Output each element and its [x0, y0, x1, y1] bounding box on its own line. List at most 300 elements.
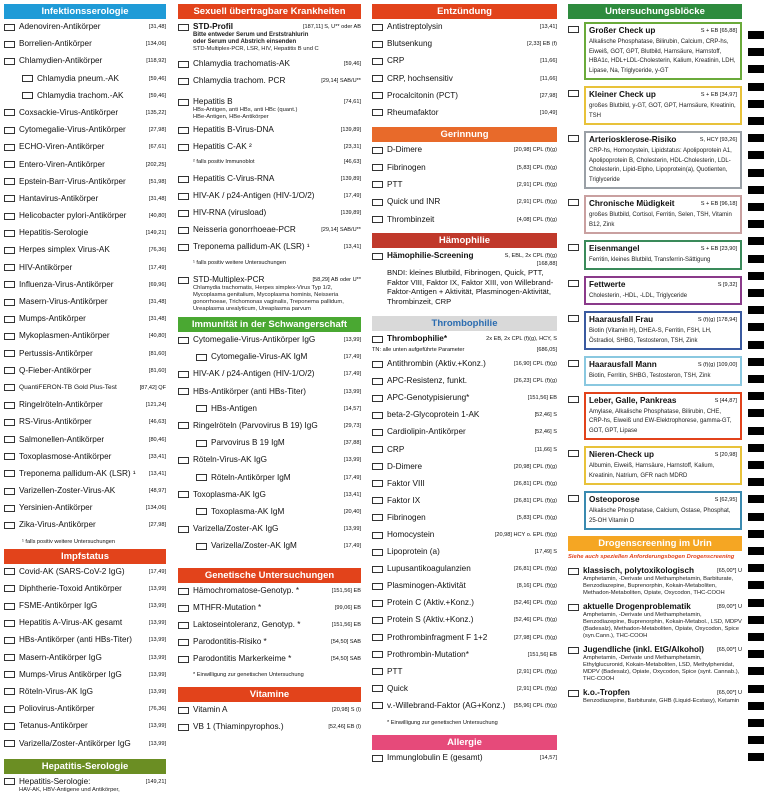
checkbox[interactable]	[178, 526, 189, 533]
test-name: Lipoprotein (a)	[387, 547, 440, 557]
test-row	[178, 76, 361, 93]
checkbox[interactable]	[178, 388, 189, 395]
checkbox[interactable]	[372, 378, 383, 385]
test-price: [17,49]	[343, 193, 361, 199]
checkbox[interactable]	[372, 412, 383, 419]
checkbox[interactable]	[372, 702, 383, 709]
test-price: [20,40]	[343, 508, 361, 515]
checkbox[interactable]	[178, 457, 189, 464]
drug-screen-name: Jugendliche (inkl. EtG/Alkohol)	[583, 645, 705, 654]
checkbox[interactable]	[4, 58, 15, 65]
drug-screen-price: [65,00*] U	[717, 568, 742, 574]
test-name: Lupusantikoagulanzien	[387, 564, 471, 574]
test-price: [13,41]	[343, 244, 361, 250]
test-price: [151,56] EB	[331, 588, 361, 595]
test-name: CRP, hochsensitiv	[387, 73, 453, 83]
test-row	[4, 314, 166, 331]
test-description: TN: alle unten aufgeführte Parameter	[372, 347, 465, 354]
exam-block-box	[584, 311, 742, 350]
checkbox[interactable]	[372, 497, 383, 504]
test-row	[4, 400, 166, 417]
test-price: [149,21]	[145, 230, 166, 237]
checkbox[interactable]	[372, 549, 383, 556]
checkbox[interactable]	[196, 474, 207, 481]
test-name: Parodontitis-Risiko *	[193, 637, 267, 647]
checkbox[interactable]	[568, 244, 579, 251]
test-name: Covid-AK (SARS-CoV-2 IgG)	[19, 566, 125, 576]
checkbox[interactable]	[4, 333, 15, 340]
test-name: PTT	[387, 179, 403, 189]
checkbox[interactable]	[4, 488, 15, 495]
test-row	[372, 615, 557, 632]
test-name: STD-Multiplex-PCR	[193, 275, 265, 284]
drug-screen-item	[568, 645, 742, 683]
section-header-haemophilie: Hämophilie	[372, 233, 557, 248]
checkbox[interactable]	[4, 436, 15, 443]
footnote-row	[372, 347, 557, 354]
checkbox[interactable]	[568, 396, 579, 403]
exam-block-name: Osteoporose	[589, 495, 640, 504]
footnote-row	[193, 159, 361, 166]
exam-block-title-row	[589, 360, 737, 370]
checkbox[interactable]	[178, 371, 189, 378]
checkbox[interactable]	[4, 740, 15, 747]
drug-screen-name: aktuelle Drogenproblematik	[583, 602, 691, 611]
checkbox[interactable]	[4, 453, 15, 460]
test-name: Chlamydia pneum.-AK	[37, 73, 119, 83]
exam-block-price: S (f)(g) [109,00]	[697, 362, 737, 368]
checkbox[interactable]	[178, 639, 189, 646]
checkbox[interactable]	[372, 532, 383, 539]
margin-marker	[748, 685, 764, 693]
checkbox[interactable]	[372, 463, 383, 470]
test-price: [54,50] SAB	[331, 639, 361, 646]
test-name: QuantiFERON-TB Gold Plus-Test	[19, 383, 117, 391]
checkbox[interactable]	[4, 620, 15, 627]
exam-block-name: Haarausfall Frau	[589, 315, 654, 324]
exam-block	[568, 195, 742, 234]
checkbox[interactable]	[372, 668, 383, 675]
drug-screen-title-row	[568, 602, 742, 612]
checkbox[interactable]	[4, 723, 15, 730]
test-price: [13,99]	[148, 603, 166, 609]
margin-marker	[748, 358, 764, 366]
checkbox[interactable]	[568, 450, 579, 457]
test-price: [151,56] EB	[527, 395, 557, 402]
test-row	[178, 421, 361, 438]
test-name: Ringelröteln-Antikörper	[19, 400, 103, 410]
checkbox[interactable]	[372, 566, 383, 573]
checkbox[interactable]	[372, 147, 383, 154]
margin-marker	[748, 375, 764, 383]
checkbox[interactable]	[372, 651, 383, 658]
checkbox[interactable]	[4, 127, 15, 134]
test-price: [29,14] SAB/U**	[321, 78, 361, 84]
test-row	[4, 435, 166, 452]
margin-marker	[748, 564, 764, 572]
checkbox[interactable]	[4, 671, 15, 678]
checkbox[interactable]	[4, 24, 15, 31]
test-name: HBs-Antikörper (anti HBs-Titer)	[193, 386, 306, 396]
test-name: Hepatitis C-Virus-RNA	[193, 174, 275, 183]
checkbox[interactable]	[22, 92, 33, 99]
checkbox[interactable]	[178, 277, 189, 284]
drug-screen-title-row	[568, 645, 742, 655]
test-row	[4, 22, 166, 39]
checkbox[interactable]	[196, 405, 207, 412]
exam-block-title-row	[589, 450, 737, 460]
test-name: Rheumafaktor	[387, 107, 439, 117]
test-name: Tetanus-Antikörper	[19, 721, 88, 731]
checkbox[interactable]	[568, 604, 579, 611]
checkbox[interactable]	[372, 446, 383, 453]
checkbox[interactable]	[4, 281, 15, 288]
test-note: Bitte entweder Serum und Erststrahlurin	[193, 32, 309, 38]
checkbox[interactable]	[372, 216, 383, 223]
exam-block-name: Leber, Galle, Pankreas	[589, 395, 677, 405]
test-name: D-Dimere	[387, 461, 423, 471]
test-row	[372, 108, 557, 125]
exam-block-name: Kleiner Check up	[589, 90, 656, 99]
test-name: Plasminogen-Aktivität	[387, 581, 466, 591]
exam-block-box	[584, 356, 742, 386]
checkbox[interactable]	[4, 419, 15, 426]
checkbox[interactable]	[4, 41, 15, 48]
checkbox[interactable]	[372, 685, 383, 692]
exam-block-description: Biotin, Ferritin, SHBG, Testosteron, TSH, Zink	[589, 373, 711, 379]
test-price: S, EBL, 2x CPL (f)(g)	[504, 253, 557, 260]
checkbox[interactable]	[178, 127, 189, 134]
test-name: Prothrombinfragment F 1+2	[387, 632, 488, 642]
checkbox[interactable]	[372, 634, 383, 641]
checkbox[interactable]	[178, 656, 189, 663]
checkbox[interactable]	[4, 316, 15, 323]
exam-block-title-row	[589, 244, 737, 254]
test-row	[4, 56, 166, 73]
checkbox[interactable]	[372, 361, 383, 368]
test-row	[4, 194, 166, 211]
test-price: [31,48]	[148, 24, 166, 30]
test-name: Pertussis-Antikörper	[19, 348, 93, 358]
exam-block-box	[584, 491, 742, 530]
test-name: Mumps-Antikörper	[19, 314, 86, 324]
exam-block	[568, 392, 742, 441]
test-row	[372, 701, 557, 718]
test-price: [54,50] SAB	[331, 656, 361, 663]
checkbox[interactable]	[372, 395, 383, 402]
section-header-sexuell: Sexuell übertragbare Krankheiten	[178, 4, 361, 19]
test-name: CRP	[387, 56, 405, 66]
section-header-hepatitis: Hepatitis-Serologie	[4, 759, 166, 774]
test-row	[4, 280, 166, 297]
section-header-infektionsserologie: Infektionsserologie	[4, 4, 166, 19]
checkbox[interactable]	[4, 178, 15, 185]
checkbox[interactable]	[372, 755, 383, 762]
checkbox[interactable]	[4, 109, 15, 116]
checkbox[interactable]	[178, 244, 189, 251]
exam-block-price: S, HCY [93,26]	[699, 137, 737, 143]
checkbox[interactable]	[568, 568, 579, 575]
checkbox[interactable]	[568, 26, 579, 33]
test-row	[4, 125, 166, 142]
test-price: [26,81] CPL (f)(g)	[513, 497, 557, 504]
test-name: Hepatitis-Serologie:	[19, 776, 91, 786]
gen-list	[178, 586, 361, 671]
checkbox[interactable]	[568, 495, 579, 502]
test-name: VB 1 (Thiaminpyrophos.)	[193, 722, 284, 732]
drug-screen-description: Amphetamin, -Derivate und Methamphetamin, Barbiturate, Benzodiazepine, Buprenorphin, Kokain-Metaboliten, Methadon-Metaboliten, Opiate, Oxycodon, THC-COOH	[583, 576, 734, 596]
test-row	[4, 567, 166, 584]
checkbox[interactable]	[4, 367, 15, 374]
checkbox[interactable]	[4, 213, 15, 220]
checkbox[interactable]	[372, 480, 383, 487]
test-price: [81,60]	[148, 367, 166, 374]
checkbox[interactable]	[178, 491, 189, 498]
checkbox[interactable]	[4, 688, 15, 695]
vit-list	[178, 705, 361, 739]
test-price: [151,56] EB	[527, 651, 557, 658]
checkbox[interactable]	[178, 605, 189, 612]
checkbox[interactable]	[4, 350, 15, 357]
test-price: [46,63]	[343, 159, 361, 165]
test-price: [14,57]	[539, 755, 557, 762]
checkbox[interactable]	[372, 583, 383, 590]
test-name: Vitamin A	[193, 705, 228, 715]
test-name: Chlamydia trachom.-AK	[37, 90, 124, 100]
test-row	[372, 547, 557, 564]
test-name: Hepatitis A-Virus-AK gesamt	[19, 618, 123, 628]
test-row	[372, 684, 557, 701]
checkbox[interactable]	[4, 402, 15, 409]
checkbox[interactable]	[4, 568, 15, 575]
test-name: Mykoplasmen-Antikörper	[19, 331, 110, 341]
checkbox[interactable]	[196, 508, 207, 515]
test-row	[178, 455, 361, 472]
test-row	[178, 387, 361, 404]
test-row	[4, 142, 166, 159]
checkbox[interactable]	[4, 161, 15, 168]
test-row	[178, 722, 361, 739]
checkbox[interactable]	[4, 230, 15, 237]
checkbox[interactable]	[568, 647, 579, 654]
checkbox[interactable]	[4, 195, 15, 202]
test-price: [11,66]	[540, 58, 557, 65]
margin-marker	[748, 203, 764, 211]
checkbox[interactable]	[372, 514, 383, 521]
test-name: Poliovirus-Antikörper	[19, 704, 95, 714]
test-price: [80,46]	[148, 436, 166, 443]
margin-marker	[748, 616, 764, 624]
checkbox[interactable]	[178, 588, 189, 595]
test-row	[4, 601, 166, 618]
checkbox[interactable]	[372, 181, 383, 188]
checkbox[interactable]	[568, 135, 579, 142]
checkbox[interactable]	[4, 637, 15, 644]
checkbox[interactable]	[178, 176, 189, 183]
checkbox[interactable]	[372, 253, 383, 260]
test-name: Influenza-Virus-Antikörper	[19, 279, 114, 289]
checkbox[interactable]	[4, 706, 15, 713]
checkbox[interactable]	[4, 384, 15, 391]
checkbox[interactable]	[4, 505, 15, 512]
test-name: Zika-Virus-Antikörper	[19, 520, 96, 530]
column-infektion	[4, 4, 166, 794]
checkbox[interactable]	[196, 543, 207, 550]
checkbox[interactable]	[372, 617, 383, 624]
exam-block	[568, 86, 742, 125]
checkbox[interactable]	[178, 337, 189, 344]
test-price: [2,91] CPL (f)(g)	[517, 685, 557, 692]
exam-block-description: Biotin (Vitamin H), DHEA-S, Ferritin, FSH, LH, Östradiol, SHBG, Testosteron, TSH, Zink	[589, 328, 712, 344]
test-price: [27,98]	[539, 92, 557, 99]
checkbox[interactable]	[4, 778, 15, 785]
test-price: [2,91] CPL (f)(g)	[517, 668, 557, 675]
exam-block-description: Amylase, Alkalische Phosphatase, Bilirubin, CHE, CRP-hs, Eiweiß und EW-Elektrophorese, gamma-GT, GOT, GPT, Lipase	[589, 408, 732, 434]
checkbox[interactable]	[372, 164, 383, 171]
checkbox[interactable]	[4, 247, 15, 254]
test-row	[4, 469, 166, 486]
drug-screen-price: [65,00*] U	[717, 647, 742, 653]
checkbox[interactable]	[196, 440, 207, 447]
checkbox[interactable]	[4, 522, 15, 529]
test-price: [187,11] S, U** oder AB	[302, 24, 361, 30]
checkbox[interactable]	[4, 470, 15, 477]
test-row-hepatitis-serologie	[4, 777, 166, 787]
exam-block-title-row	[589, 495, 737, 505]
test-row	[372, 410, 557, 427]
checkbox[interactable]	[568, 90, 579, 97]
drogen-list	[568, 566, 742, 705]
checkbox[interactable]	[372, 24, 383, 31]
checkbox[interactable]	[22, 75, 33, 82]
checkbox[interactable]	[4, 654, 15, 661]
checkbox[interactable]	[4, 603, 15, 610]
margin-marker	[748, 581, 764, 589]
test-price: [51,98]	[148, 178, 166, 185]
checkbox[interactable]	[178, 78, 189, 85]
test-row	[4, 452, 166, 469]
test-price: [52,46] CPL (f)(g)	[513, 617, 557, 624]
footnote: ² falls positiv Immunoblot	[193, 159, 255, 165]
test-name: Quick und INR	[387, 197, 441, 207]
test-price: [69,96]	[148, 281, 166, 288]
checkbox[interactable]	[178, 210, 189, 217]
checkbox[interactable]	[372, 109, 383, 116]
checkbox[interactable]	[4, 264, 15, 271]
checkbox[interactable]	[178, 422, 189, 429]
checkbox[interactable]	[568, 360, 579, 367]
checkbox[interactable]	[4, 299, 15, 306]
test-note: oder Serum und Abstrich einsenden	[193, 39, 297, 45]
exam-block-description: Cholesterin, -HDL, -LDL, Triglyceride	[589, 292, 688, 299]
test-description: HBs-Antigen, anti HBs, anti HBc (quant.)	[193, 107, 298, 113]
checkbox[interactable]	[372, 336, 383, 343]
section-header-thrombophilie: Thrombophilie	[372, 316, 557, 331]
checkbox[interactable]	[178, 622, 189, 629]
checkbox[interactable]	[178, 724, 189, 731]
test-price: [13,99]	[343, 337, 361, 343]
test-price: [13,99]	[148, 740, 166, 747]
test-price: [59,46]	[148, 75, 166, 82]
test-row-haemophilie	[372, 251, 557, 261]
test-name: Immunglobulin E (gesamt)	[387, 753, 483, 763]
checkbox[interactable]	[178, 61, 189, 68]
test-name: Thrombophilie*	[387, 334, 448, 344]
margin-marker	[748, 599, 764, 607]
drug-screen-name: k.o.-Tropfen	[583, 688, 630, 697]
column-untersuchungsbloecke	[568, 4, 742, 710]
checkbox[interactable]	[568, 199, 579, 206]
exam-block-price: S [62,95]	[714, 497, 737, 503]
checkbox[interactable]	[372, 199, 383, 206]
test-name: Hepatitis C-AK ²	[193, 142, 252, 151]
checkbox[interactable]	[568, 280, 579, 287]
checkbox[interactable]	[178, 227, 189, 234]
test-row	[372, 145, 557, 162]
test-price: [139,89]	[340, 176, 361, 182]
checkbox[interactable]	[372, 58, 383, 65]
checkbox[interactable]	[4, 144, 15, 151]
test-row	[4, 211, 166, 228]
test-row	[372, 91, 557, 108]
test-name: APC-Genotypisierung*	[387, 393, 470, 403]
checkbox[interactable]	[372, 75, 383, 82]
checkbox[interactable]	[178, 193, 189, 200]
test-name: Varizella/Zoster-AK IgG	[193, 524, 279, 534]
checkbox[interactable]	[196, 354, 207, 361]
test-row	[178, 242, 361, 259]
test-price: [17,49]	[148, 264, 166, 271]
drug-screen-name: klassisch, polytoxikologisch	[583, 566, 695, 575]
test-name: Blutsenkung	[387, 39, 433, 49]
exam-block-title-row	[589, 199, 737, 209]
exam-block	[568, 240, 742, 270]
checkbox[interactable]	[178, 99, 189, 106]
test-name: HIV-Antikörper	[19, 262, 73, 272]
test-row	[372, 163, 557, 180]
test-row	[178, 473, 361, 490]
checkbox[interactable]	[568, 315, 579, 322]
checkbox[interactable]	[178, 707, 189, 714]
checkbox[interactable]	[372, 429, 383, 436]
drug-screen-title-row	[568, 688, 742, 698]
checkbox[interactable]	[372, 41, 383, 48]
test-name: Hepatitis-Serologie	[19, 228, 89, 238]
section-header-entzuendung: Entzündung	[372, 4, 557, 19]
checkbox[interactable]	[178, 24, 189, 31]
test-price: [59,46]	[148, 92, 166, 99]
checkbox[interactable]	[372, 600, 383, 607]
test-description: HAV-AK, HBV-Antigene und Antikörper,	[19, 786, 120, 793]
section-header-immunitaet: Immunität in der Schwangerschaft	[178, 317, 361, 332]
test-row	[372, 633, 557, 650]
test-name: Q-Fieber-Antikörper	[19, 365, 92, 375]
test-row	[178, 369, 361, 386]
test-row	[372, 496, 557, 513]
test-name: Hämochromatose-Genotyp. *	[193, 586, 300, 596]
test-row	[372, 445, 557, 462]
test-row	[4, 721, 166, 738]
exam-block	[568, 311, 742, 350]
checkbox[interactable]	[568, 690, 579, 697]
checkbox[interactable]	[372, 92, 383, 99]
test-row	[4, 704, 166, 721]
test-price: [31,48]	[148, 316, 166, 323]
checkbox[interactable]	[178, 144, 189, 151]
test-price: [13,99]	[148, 671, 166, 678]
test-price: [67,61]	[148, 144, 166, 151]
checkbox[interactable]	[4, 585, 15, 592]
